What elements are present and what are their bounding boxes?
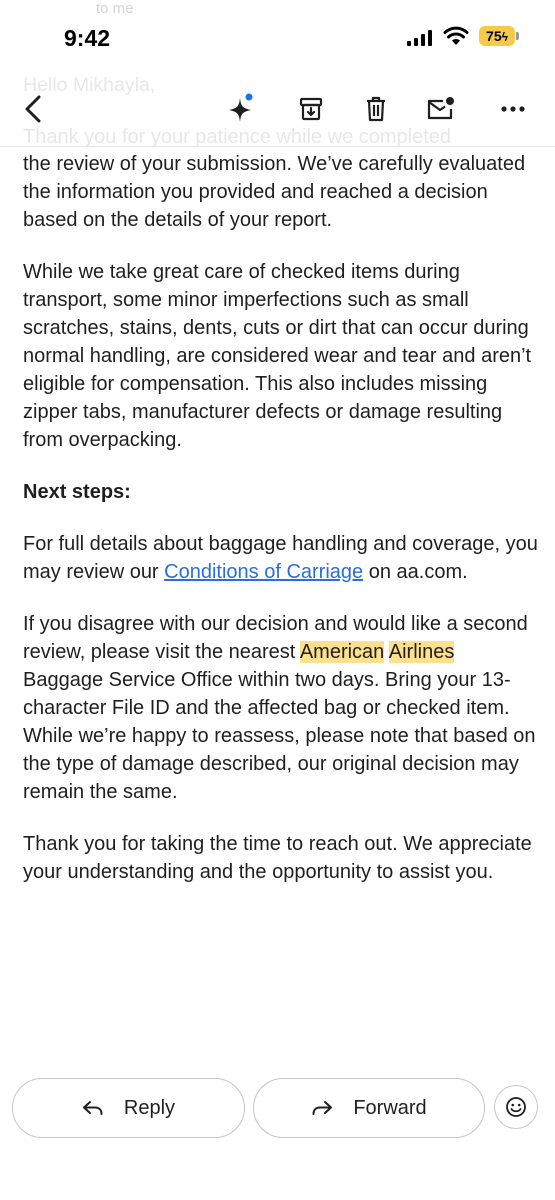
reply-button[interactable] — [12, 1078, 245, 1138]
reply-label: Reply — [123, 1096, 176, 1119]
body-paragraph-review: the review of your submission. We’ve carefully evaluated the information you provided and reached a decision based on the details of your report. — [23, 153, 526, 231]
cellular-signal-icon — [407, 30, 433, 46]
charging-bolt-icon: ϟ — [501, 30, 508, 44]
email-toolbar — [0, 72, 555, 147]
highlight-american: American — [299, 641, 385, 663]
next-steps-heading: Next steps: — [23, 481, 131, 503]
wifi-icon — [443, 26, 469, 46]
emoji-reaction-icon — [504, 1095, 528, 1119]
back-button[interactable] — [16, 92, 50, 126]
reply-icon — [82, 1100, 104, 1116]
archive-button[interactable] — [294, 92, 328, 126]
second-review-text-before: If you disagree with our decision and would like a second review, please visit the nearest — [23, 613, 528, 663]
body-paragraph-thank-you: Thank you for taking the time to reach out. We appreciate your understanding and the opportunity to assist you. — [23, 833, 532, 883]
conditions-of-carriage-link[interactable]: Conditions of Carriage — [164, 561, 364, 583]
conditions-text-before: For full details about baggage handling and coverage, you may review our — [23, 533, 538, 583]
reply-actions — [0, 1078, 555, 1140]
chevron-left-icon — [22, 94, 44, 124]
second-review-text-after: Baggage Service Office within two days. Bring your 13-character File ID and the affected bag or checked item. While we’re happy to reassess, please note that based on the type of damage described, our original decision may remain the same. — [23, 669, 536, 803]
battery-cap — [516, 32, 519, 40]
emoji-reaction-button[interactable] — [494, 1085, 538, 1129]
forward-icon — [311, 1100, 333, 1116]
forward-label: Forward — [353, 1096, 427, 1119]
recipient-line: to me — [96, 0, 134, 17]
email-body — [23, 150, 538, 910]
conditions-text-after: on aa.com. — [363, 561, 468, 583]
status-bar — [0, 0, 555, 70]
highlight-airlines: Airlines — [388, 641, 455, 663]
more-horizontal-icon — [500, 105, 526, 113]
body-paragraph-second-review — [23, 610, 538, 806]
sparkle-icon — [224, 92, 258, 126]
body-paragraph-conditions — [23, 530, 538, 586]
battery-level: 75 — [486, 28, 502, 44]
status-time: 9:42 — [64, 25, 111, 51]
battery-indicator — [479, 26, 515, 46]
mark-unread-button[interactable] — [424, 92, 458, 126]
trash-icon — [364, 95, 388, 123]
mail-unread-icon — [426, 96, 456, 122]
body-paragraph-wear-and-tear: While we take great care of checked items during transport, some minor imperfections such as small scratches, stains, dents, cuts or dirt that can occur during normal handling, are considered wear and tear and aren’t eligible for compensation. This also includes missing zipper tabs, manufacturer defects or damage resulting from overpacking. — [23, 261, 532, 451]
gemini-button[interactable] — [224, 92, 258, 126]
archive-icon — [298, 96, 324, 122]
more-options-button[interactable] — [496, 92, 530, 126]
forward-button[interactable] — [253, 1078, 485, 1138]
delete-button[interactable] — [359, 92, 393, 126]
